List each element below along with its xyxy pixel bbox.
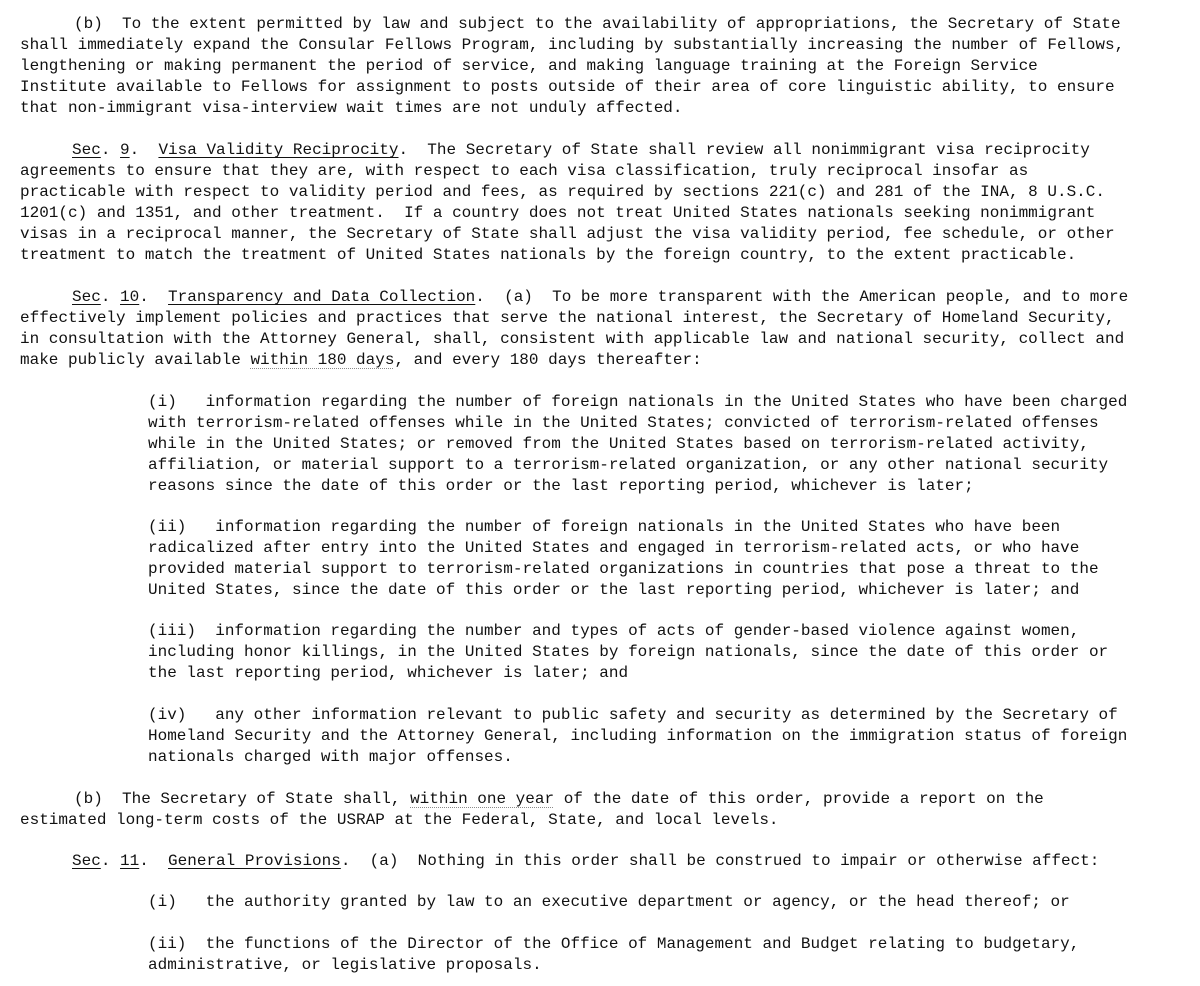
sec-9-heading-line: Sec. 9. Visa Validity Reciprocity. The Secretary of State shall review all nonimmigrant visa reciprocity [72,141,1090,159]
item-iii-line-3: the last reporting period, whichever is later; and [148,664,629,682]
item-iv-line-1: (iv) any other information relevant to public safety and security as determined by the Secretary of [148,706,1118,724]
sec-11-number: 11 [120,852,140,870]
sec-11-heading-line: Sec. 11. General Provisions. (a) Nothing in this order shall be construed to impair or otherwise affect: [72,852,1100,870]
within-180-days-annotation: within 180 days [250,351,395,369]
sec-11-sec-label: Sec [72,852,101,870]
sec-9-line-6: treatment to match the treatment of United States nationals by the foreign country, to the extent practicable. [20,246,1077,264]
item-iii-line-2: including honor killings, in the United States by foreign nationals, since the date of this order or [148,643,1109,661]
sec-11-title: General Provisions [168,852,341,870]
sec-10-heading-line: Sec. 10. Transparency and Data Collection. (a) To be more transparent with the American people, and to more [72,288,1129,306]
sec-10-line-2: effectively implement policies and practices that serve the national interest, the Secretary of Homeland Security, [20,309,1115,327]
item-ii-line-3: provided material support to terrorism-related organizations in countries that pose a threat to the [148,560,1099,578]
item-iii-line-1: (iii) information regarding the number and types of acts of gender-based violence against women, [148,622,1080,640]
sec-9-line-3: practicable with respect to validity period and fees, as required by sections 221(c) and 281 of the INA, 8 U.S.C. [20,183,1105,201]
sec-9-line-5: visas in a reciprocal manner, the Secretary of State shall adjust the visa validity period, fee schedule, or other [20,225,1115,243]
sec-9-title: Visa Validity Reciprocity [158,141,399,159]
sec-10-b-line-2: estimated long-term costs of the USRAP at the Federal, State, and local levels. [20,811,779,829]
para-b-line-5: that non-immigrant visa-interview wait times are not unduly affected. [20,99,683,117]
sec-10-line-4: make publicly available within 180 days, and every 180 days thereafter: [20,351,702,369]
item-i-line-5: reasons since the date of this order or the last reporting period, whichever is later; [148,477,974,495]
sec-11-item-ii-line-1: (ii) the functions of the Director of the Office of Management and Budget relating to budgetary, [148,935,1080,953]
item-ii-line-4: United States, since the date of this order or the last reporting period, whichever is later; and [148,581,1080,599]
para-b-line-4: Institute available to Fellows for assignment to posts outside of their area of core linguistic ability, to ensure [20,78,1115,96]
sec-10-title: Transparency and Data Collection [168,288,476,306]
sec-11-item-ii-line-2: administrative, or legislative proposals. [148,956,542,974]
item-iv-line-3: nationals charged with major offenses. [148,748,513,766]
sec-9-number: 9 [120,141,130,159]
sec-11-item-i-line-1: (i) the authority granted by law to an executive department or agency, or the head thereof; or [148,893,1070,911]
item-i-line-4: affiliation, or material support to a terrorism-related organization, or any other national security [148,456,1109,474]
sec-9-line-4: 1201(c) and 1351, and other treatment. If a country does not treat United States nationals seeking nonimmigrant [20,204,1096,222]
sec-10-line-3: in consultation with the Attorney General, shall, consistent with applicable law and national security, collect and [20,330,1125,348]
item-ii-line-2: radicalized after entry into the United States and engaged in terrorism-related acts, or who have [148,539,1080,557]
item-i-line-1: (i) information regarding the number of foreign nationals in the United States who have been charged [148,393,1128,411]
para-b-line-3: lengthening or making permanent the period of service, and making language training at the Foreign Service [20,57,1038,75]
within-one-year-annotation: within one year [410,790,555,808]
sec-10-sec-label: Sec [72,288,101,306]
item-i-line-3: while in the United States; or removed from the United States based on terrorism-related activity, [148,435,1089,453]
para-b-line-1: (b) To the extent permitted by law and subject to the availability of appropriations, the Secretary of State [74,15,1121,33]
item-iv-line-2: Homeland Security and the Attorney General, including information on the immigration status of foreign [148,727,1128,745]
sec-10-number: 10 [120,288,140,306]
item-i-line-2: with terrorism-related offenses while in the United States; convicted of terrorism-related offenses [148,414,1099,432]
para-b-line-2: shall immediately expand the Consular Fellows Program, including by substantially increasing the number of Fellows, [20,36,1125,54]
sec-10-b-line-1: (b) The Secretary of State shall, within one year of the date of this order, provide a report on the [74,790,1044,808]
sec-9-sec-label: Sec [72,141,101,159]
sec-9-line-2: agreements to ensure that they are, with respect to each visa classification, truly reciprocal insofar as [20,162,1029,180]
item-ii-line-1: (ii) information regarding the number of foreign nationals in the United States who have been [148,518,1061,536]
